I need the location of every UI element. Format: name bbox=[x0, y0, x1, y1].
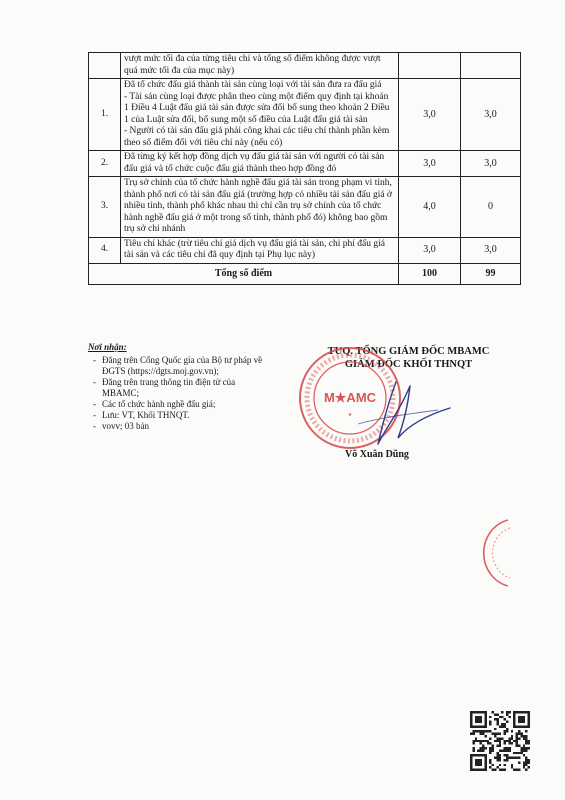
row-number: 1. bbox=[89, 79, 121, 151]
row-number bbox=[89, 53, 121, 79]
row-max-score: 3,0 bbox=[399, 151, 461, 177]
score-table-body bbox=[89, 53, 521, 285]
row-criterion: Trụ sở chính của tổ chức hành nghề đấu giá tài sản trong phạm vi tỉnh, thành phố nơi có tài sản đấu giá (trường hợp có nhiều tài sản đấu giá ở nhiều tỉnh, thành phố khác nhau thì chỉ cần trụ sở chính của tổ chức hành nghề đấu giá ở một trong số tỉnh, thành phố đó) không bao gồm trụ sở chi nhánh bbox=[121, 177, 399, 238]
handwritten-signature-icon bbox=[338, 378, 458, 450]
signer-name: Võ Xuân Dũng bbox=[345, 449, 409, 460]
recipient-item: - Đăng trên trang thông tin điện tử của MBAMC; bbox=[102, 377, 268, 399]
row-criterion: Đã tổ chức đấu giá thành tài sản cùng loại với tài sản đưa ra đấu giá - Tài sản cùng loại được phân theo cùng một điểm quy định tại khoản 1 Điều 4 Luật đấu giá tài sản được sửa đổi bổ sung theo khoản 2 Điều 1 của Luật sửa đổi, bổ sung một số điều của Luật đấu giá tài sản - Người có tài sản đấu giá phải công khai các tiêu chí thành phần kèm theo số điểm đối với tiêu chí này (nếu có) bbox=[121, 79, 399, 151]
signature-line-2: GIÁM ĐỐC KHỐI THNQT bbox=[344, 359, 473, 370]
total-label: Tổng số điểm bbox=[89, 263, 399, 284]
row-criterion: vượt mức tối đa của từng tiêu chí và tổng số điểm không được vượt quá mức tối đa của mục này) bbox=[121, 53, 399, 79]
row-number: 3. bbox=[89, 177, 121, 238]
score-table bbox=[88, 52, 521, 285]
qr-code-icon bbox=[470, 710, 530, 772]
row-number: 4. bbox=[89, 237, 121, 263]
row-max-score: 3,0 bbox=[399, 237, 461, 263]
row-max-score: 3,0 bbox=[399, 79, 461, 151]
recipient-item: - Các tổ chức hành nghề đấu giá; bbox=[102, 399, 268, 410]
recipient-item: - Lưu: VT, Khối THNQT. bbox=[102, 410, 268, 421]
recipient-item: - Đăng trên Cổng Quốc gia của Bộ tư pháp về ĐGTS (https://dgts.moj.gov.vn); bbox=[102, 355, 268, 377]
table-row bbox=[89, 79, 521, 151]
row-score: 3,0 bbox=[461, 151, 521, 177]
recipients-block bbox=[88, 342, 268, 432]
row-criterion: Tiêu chí khác (trừ tiêu chí giá dịch vụ đấu giá tài sản, chi phí đấu giá tài sản và các tiêu chí đã quy định tại Phụ lục này) bbox=[121, 237, 399, 263]
recipients-list bbox=[88, 355, 268, 432]
recipient-item: - vovv; 03 bản bbox=[102, 421, 268, 432]
table-row bbox=[89, 177, 521, 238]
table-row bbox=[89, 151, 521, 177]
row-score: 3,0 bbox=[461, 79, 521, 151]
row-max-score bbox=[399, 53, 461, 79]
table-row bbox=[89, 237, 521, 263]
row-number: 2. bbox=[89, 151, 121, 177]
row-max-score: 4,0 bbox=[399, 177, 461, 238]
signature-line-1: TUQ. TỔNG GIÁM ĐỐC MBAMC bbox=[327, 346, 490, 357]
svg-text:M★AMC: M★AMC bbox=[323, 390, 377, 405]
recipients-heading: Nơi nhận: bbox=[88, 342, 127, 352]
edge-seal-icon bbox=[474, 518, 514, 588]
row-score: 0 bbox=[461, 177, 521, 238]
total-row bbox=[89, 263, 521, 284]
svg-text:★: ★ bbox=[347, 412, 353, 418]
total-max: 100 bbox=[399, 263, 461, 284]
row-score: 3,0 bbox=[461, 237, 521, 263]
row-score bbox=[461, 53, 521, 79]
table-row bbox=[89, 53, 521, 79]
row-criterion: Đã từng ký kết hợp đồng dịch vụ đấu giá tài sản với người có tài sản đấu giá và tổ chức cuộc đấu giá thành theo hợp đồng đó bbox=[121, 151, 399, 177]
total-score: 99 bbox=[461, 263, 521, 284]
